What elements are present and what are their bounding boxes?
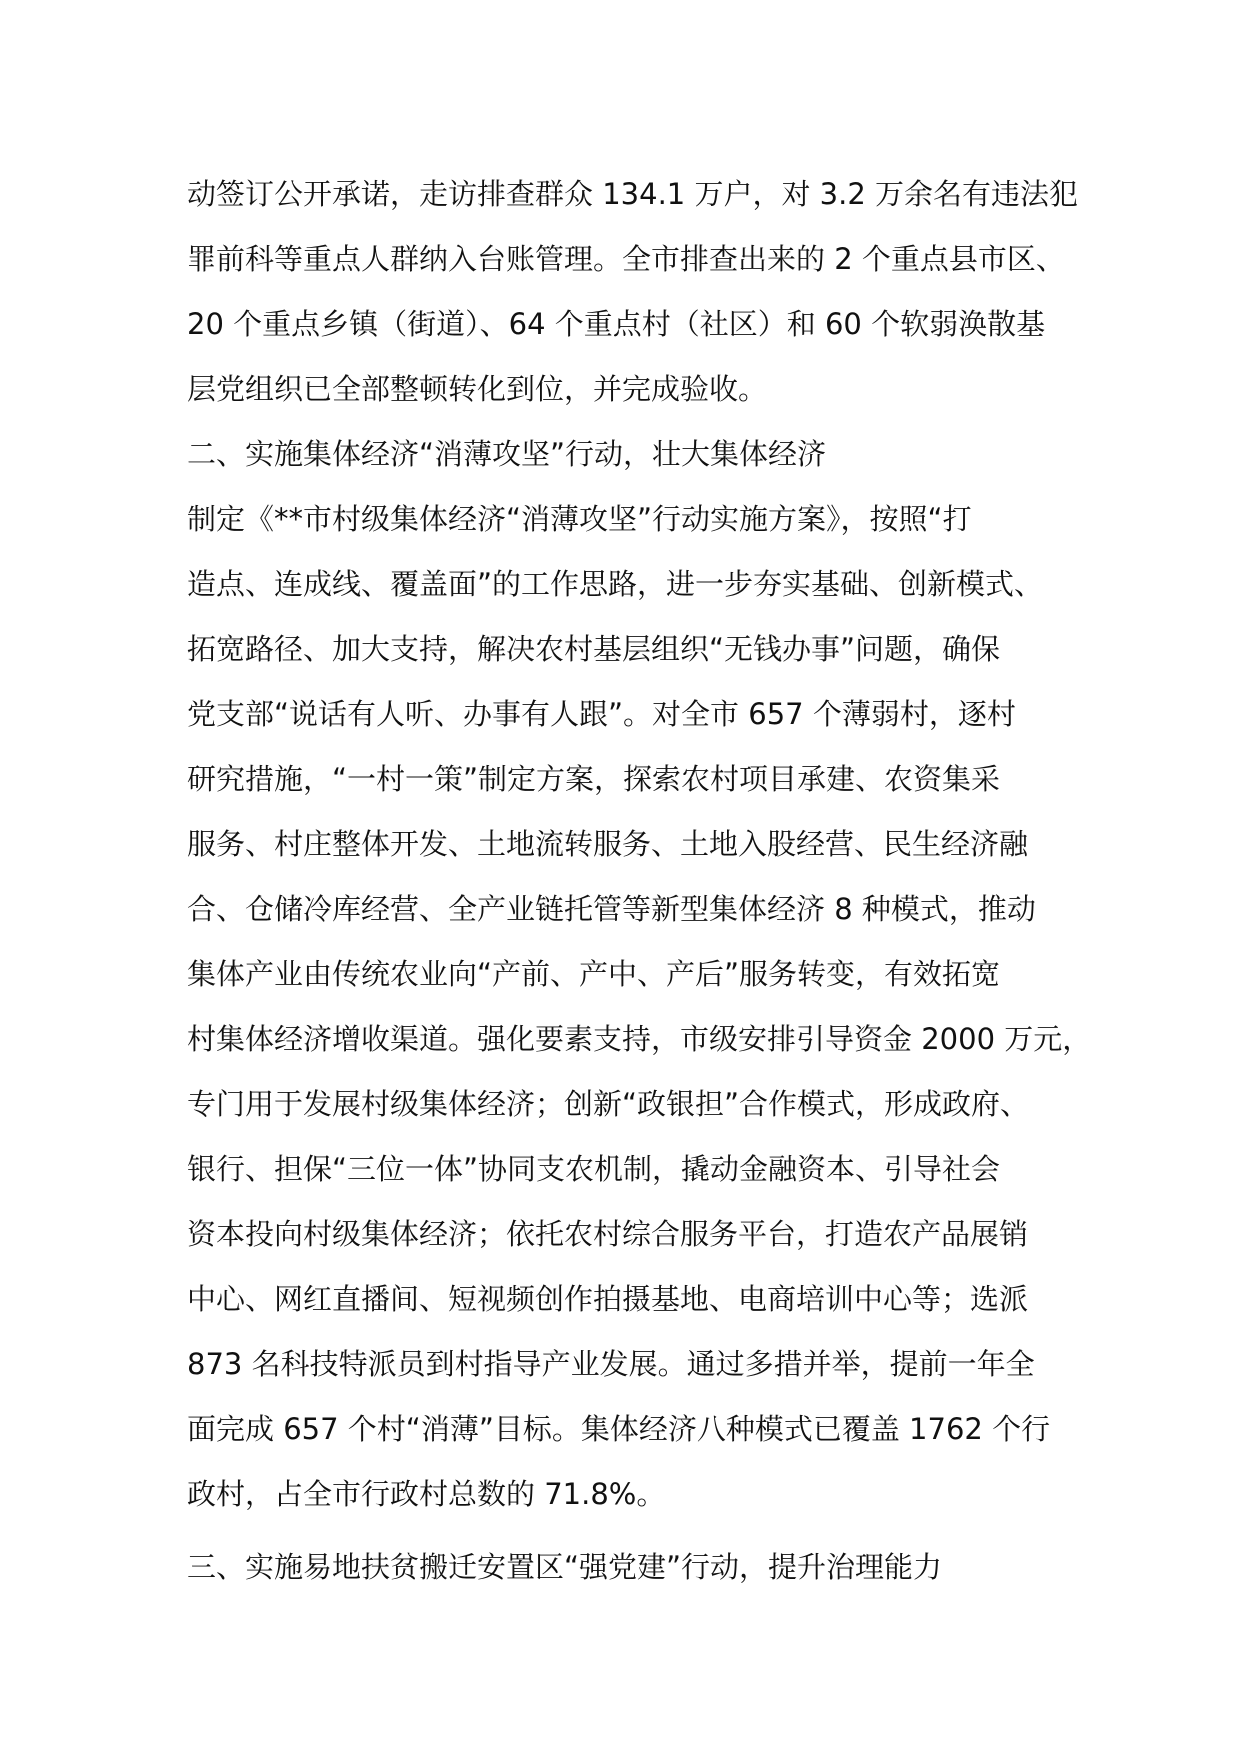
text-line: 层党组织已全部整顿转化到位，并完成验收。 (187, 372, 768, 406)
text-line: 面完成 657 个村“消薄”目标。集体经济八种模式已覆盖 1762 个行 (187, 1412, 1051, 1446)
text-line: 集体产业由传统农业向“产前、产中、产后”服务转变，有效拓宽 (187, 957, 1001, 991)
text-line: 村集体经济增收渠道。强化要素支持，市级安排引导资金 2000 万元， (187, 1022, 1092, 1056)
text-line: 罪前科等重点人群纳入台账管理。全市排查出来的 2 个重点县市区、 (187, 242, 1065, 276)
text-line: 动签订公开承诺，走访排查群众 134.1 万户，对 3.2 万余名有违法犯 (187, 177, 1079, 211)
text-line: 中心、网红直播间、短视频创作拍摄基地、电商培训中心等；选派 (187, 1282, 1029, 1316)
text-line: 造点、连成线、覆盖面”的工作思路，进一步夯实基础、创新模式、 (187, 567, 1044, 601)
text-line: 政村，占全市行政村总数的 71.8%。 (187, 1477, 666, 1511)
text-line: 研究措施，“一村一策”制定方案，探索农村项目承建、农资集采 (187, 762, 1001, 796)
text-line: 制定《**市村级集体经济“消薄攻坚”行动实施方案》，按照“打 (187, 502, 972, 536)
text-line: 服务、村庄整体开发、土地流转服务、土地入股经营、民生经济融 (187, 827, 1029, 861)
text-line: 873 名科技特派员到村指导产业发展。通过多措并举，提前一年全 (187, 1347, 1035, 1381)
text-line: 党支部“说话有人听、办事有人跟”。对全市 657 个薄弱村，逐村 (187, 697, 1016, 731)
section-heading-2: 二、实施集体经济“消薄攻坚”行动，壮大集体经济 (187, 437, 827, 471)
text-line: 20 个重点乡镇（街道）、64 个重点村（社区）和 60 个软弱涣散基 (187, 307, 1046, 341)
text-line: 合、仓储冷库经营、全产业链托管等新型集体经济 8 种模式，推动 (187, 892, 1036, 926)
text-line: 银行、担保“三位一体”协同支农机制，撬动金融资本、引导社会 (187, 1152, 1001, 1186)
text-line: 资本投向村级集体经济；依托农村综合服务平台，打造农产品展销 (187, 1217, 1029, 1251)
text-line: 拓宽路径、加大支持，解决农村基层组织“无钱办事”问题，确保 (187, 632, 1001, 666)
section-heading-3: 三、实施易地扶贫搬迁安置区“强党建”行动，提升治理能力 (187, 1550, 943, 1584)
body-text (187, 162, 1092, 1600)
text-line: 专门用于发展村级集体经济；创新“政银担”合作模式，形成政府、 (187, 1087, 1030, 1121)
